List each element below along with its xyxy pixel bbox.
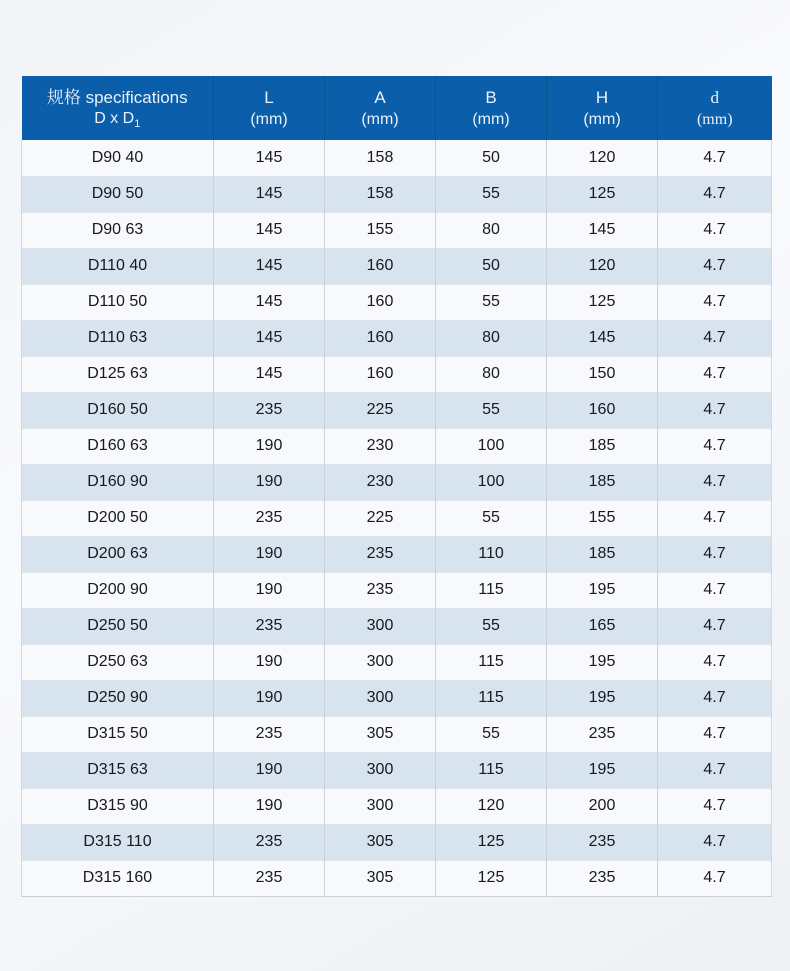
header-cell-B — [436, 76, 547, 140]
cell-B: 100 — [436, 428, 547, 464]
cell-H: 125 — [547, 284, 658, 320]
table-body — [22, 140, 772, 896]
cell-H: 195 — [547, 572, 658, 608]
table-row — [22, 356, 772, 392]
cell-L: 235 — [214, 500, 325, 536]
header-d-unit: (mm) — [696, 110, 733, 128]
table-row — [22, 140, 772, 176]
cell-L: 190 — [214, 464, 325, 500]
cell-spec: D315 90 — [22, 788, 214, 824]
cell-L: 235 — [214, 392, 325, 428]
cell-H: 120 — [547, 248, 658, 284]
table-row — [22, 752, 772, 788]
cell-L: 190 — [214, 680, 325, 716]
cell-L: 145 — [214, 140, 325, 176]
cell-spec: D110 40 — [22, 248, 214, 284]
cell-H: 155 — [547, 500, 658, 536]
cell-spec: D200 50 — [22, 500, 214, 536]
header-L-unit: (mm) — [250, 110, 288, 128]
cell-H: 235 — [547, 824, 658, 860]
cell-L: 145 — [214, 284, 325, 320]
cell-A: 305 — [325, 824, 436, 860]
cell-L: 190 — [214, 644, 325, 680]
cell-H: 185 — [547, 536, 658, 572]
cell-B: 115 — [436, 644, 547, 680]
cell-d: 4.7 — [658, 500, 772, 536]
cell-d: 4.7 — [658, 824, 772, 860]
header-d-label: d — [710, 88, 719, 108]
cell-A: 225 — [325, 500, 436, 536]
cell-B: 50 — [436, 140, 547, 176]
cell-spec: D200 63 — [22, 536, 214, 572]
cell-H: 195 — [547, 644, 658, 680]
cell-H: 160 — [547, 392, 658, 428]
header-spec-line1: 规格 specifications — [46, 87, 188, 107]
cell-L: 190 — [214, 752, 325, 788]
table-row — [22, 212, 772, 248]
header-spec-line2 — [22, 109, 214, 130]
cell-L: 145 — [214, 248, 325, 284]
table-row — [22, 644, 772, 680]
cell-spec: D110 50 — [22, 284, 214, 320]
cell-d: 4.7 — [658, 356, 772, 392]
table-row — [22, 860, 772, 896]
cell-spec: D250 90 — [22, 680, 214, 716]
header-spec-dxd: D x D — [94, 110, 135, 128]
cell-spec: D315 50 — [22, 716, 214, 752]
table-row — [22, 320, 772, 356]
cell-B: 55 — [436, 716, 547, 752]
cell-B: 55 — [436, 608, 547, 644]
table-row — [22, 248, 772, 284]
cell-A: 235 — [325, 536, 436, 572]
header-A-label: A — [374, 88, 386, 108]
cell-spec: D90 40 — [22, 140, 214, 176]
cell-A: 305 — [325, 716, 436, 752]
cell-d: 4.7 — [658, 572, 772, 608]
cell-L: 145 — [214, 176, 325, 212]
cell-A: 158 — [325, 140, 436, 176]
cell-spec: D315 110 — [22, 824, 214, 860]
cell-spec: D315 160 — [22, 860, 214, 896]
table-row — [22, 536, 772, 572]
table-row — [22, 176, 772, 212]
cell-B: 120 — [436, 788, 547, 824]
cell-spec: D90 63 — [22, 212, 214, 248]
cell-B: 80 — [436, 212, 547, 248]
header-H-label: H — [595, 88, 609, 108]
cell-spec: D160 50 — [22, 392, 214, 428]
cell-L: 235 — [214, 860, 325, 896]
cell-A: 305 — [325, 860, 436, 896]
table-row — [22, 500, 772, 536]
table-row — [22, 572, 772, 608]
cell-B: 115 — [436, 752, 547, 788]
cell-H: 165 — [547, 608, 658, 644]
header-H-unit: (mm) — [583, 110, 621, 128]
cell-H: 195 — [547, 752, 658, 788]
cell-spec: D160 63 — [22, 428, 214, 464]
cell-spec: D200 90 — [22, 572, 214, 608]
cell-H: 125 — [547, 176, 658, 212]
cell-spec: D90 50 — [22, 176, 214, 212]
cell-d: 4.7 — [658, 536, 772, 572]
cell-H: 200 — [547, 788, 658, 824]
cell-A: 160 — [325, 320, 436, 356]
cell-L: 235 — [214, 608, 325, 644]
cell-A: 235 — [325, 572, 436, 608]
cell-H: 145 — [547, 320, 658, 356]
cell-A: 155 — [325, 212, 436, 248]
cell-B: 55 — [436, 284, 547, 320]
header-B-label: B — [485, 88, 497, 108]
cell-B: 55 — [436, 176, 547, 212]
cell-L: 190 — [214, 428, 325, 464]
table-header — [22, 76, 772, 140]
header-cell-A — [325, 76, 436, 140]
cell-d: 4.7 — [658, 176, 772, 212]
cell-d: 4.7 — [658, 428, 772, 464]
table-header-row — [22, 76, 772, 140]
cell-spec: D125 63 — [22, 356, 214, 392]
cell-L: 145 — [214, 356, 325, 392]
header-spec-subscript: 1 — [134, 118, 141, 131]
cell-H: 235 — [547, 716, 658, 752]
cell-H: 185 — [547, 428, 658, 464]
cell-d: 4.7 — [658, 716, 772, 752]
cell-A: 225 — [325, 392, 436, 428]
cell-H: 150 — [547, 356, 658, 392]
table-row — [22, 428, 772, 464]
cell-d: 4.7 — [658, 320, 772, 356]
cell-d: 4.7 — [658, 644, 772, 680]
cell-A: 230 — [325, 464, 436, 500]
header-cell-H — [547, 76, 658, 140]
table-row — [22, 788, 772, 824]
table-row — [22, 608, 772, 644]
cell-B: 125 — [436, 824, 547, 860]
header-cell-spec — [22, 76, 214, 140]
cell-B: 125 — [436, 860, 547, 896]
cell-L: 145 — [214, 212, 325, 248]
cell-spec: D250 50 — [22, 608, 214, 644]
cell-spec: D250 63 — [22, 644, 214, 680]
cell-d: 4.7 — [658, 464, 772, 500]
cell-B: 110 — [436, 536, 547, 572]
cell-B: 55 — [436, 392, 547, 428]
cell-A: 300 — [325, 788, 436, 824]
cell-L: 190 — [214, 536, 325, 572]
cell-d: 4.7 — [658, 140, 772, 176]
cell-A: 230 — [325, 428, 436, 464]
cell-d: 4.7 — [658, 608, 772, 644]
cell-A: 300 — [325, 608, 436, 644]
cell-B: 115 — [436, 572, 547, 608]
cell-A: 300 — [325, 680, 436, 716]
cell-B: 80 — [436, 320, 547, 356]
table-row — [22, 392, 772, 428]
cell-d: 4.7 — [658, 248, 772, 284]
table-row — [22, 716, 772, 752]
specifications-table — [21, 76, 772, 897]
table-row — [22, 824, 772, 860]
cell-A: 160 — [325, 356, 436, 392]
table-row — [22, 464, 772, 500]
cell-d: 4.7 — [658, 860, 772, 896]
cell-B: 55 — [436, 500, 547, 536]
cell-H: 235 — [547, 860, 658, 896]
cell-H: 195 — [547, 680, 658, 716]
cell-d: 4.7 — [658, 752, 772, 788]
cell-L: 235 — [214, 824, 325, 860]
header-cell-L — [214, 76, 325, 140]
cell-spec: D110 63 — [22, 320, 214, 356]
table-row — [22, 680, 772, 716]
cell-B: 100 — [436, 464, 547, 500]
cell-L: 190 — [214, 572, 325, 608]
cell-d: 4.7 — [658, 788, 772, 824]
cell-A: 160 — [325, 248, 436, 284]
cell-H: 120 — [547, 140, 658, 176]
cell-B: 80 — [436, 356, 547, 392]
cell-d: 4.7 — [658, 392, 772, 428]
cell-L: 145 — [214, 320, 325, 356]
cell-A: 300 — [325, 752, 436, 788]
table-row — [22, 284, 772, 320]
cell-d: 4.7 — [658, 680, 772, 716]
cell-spec: D160 90 — [22, 464, 214, 500]
cell-L: 190 — [214, 788, 325, 824]
cell-B: 115 — [436, 680, 547, 716]
header-B-unit: (mm) — [472, 110, 510, 128]
header-A-unit: (mm) — [361, 110, 399, 128]
cell-spec: D315 63 — [22, 752, 214, 788]
header-L-label: L — [264, 88, 274, 108]
cell-A: 160 — [325, 284, 436, 320]
cell-H: 145 — [547, 212, 658, 248]
cell-L: 235 — [214, 716, 325, 752]
cell-d: 4.7 — [658, 284, 772, 320]
cell-A: 300 — [325, 644, 436, 680]
header-cell-d — [658, 76, 772, 140]
cell-A: 158 — [325, 176, 436, 212]
cell-d: 4.7 — [658, 212, 772, 248]
cell-H: 185 — [547, 464, 658, 500]
cell-B: 50 — [436, 248, 547, 284]
